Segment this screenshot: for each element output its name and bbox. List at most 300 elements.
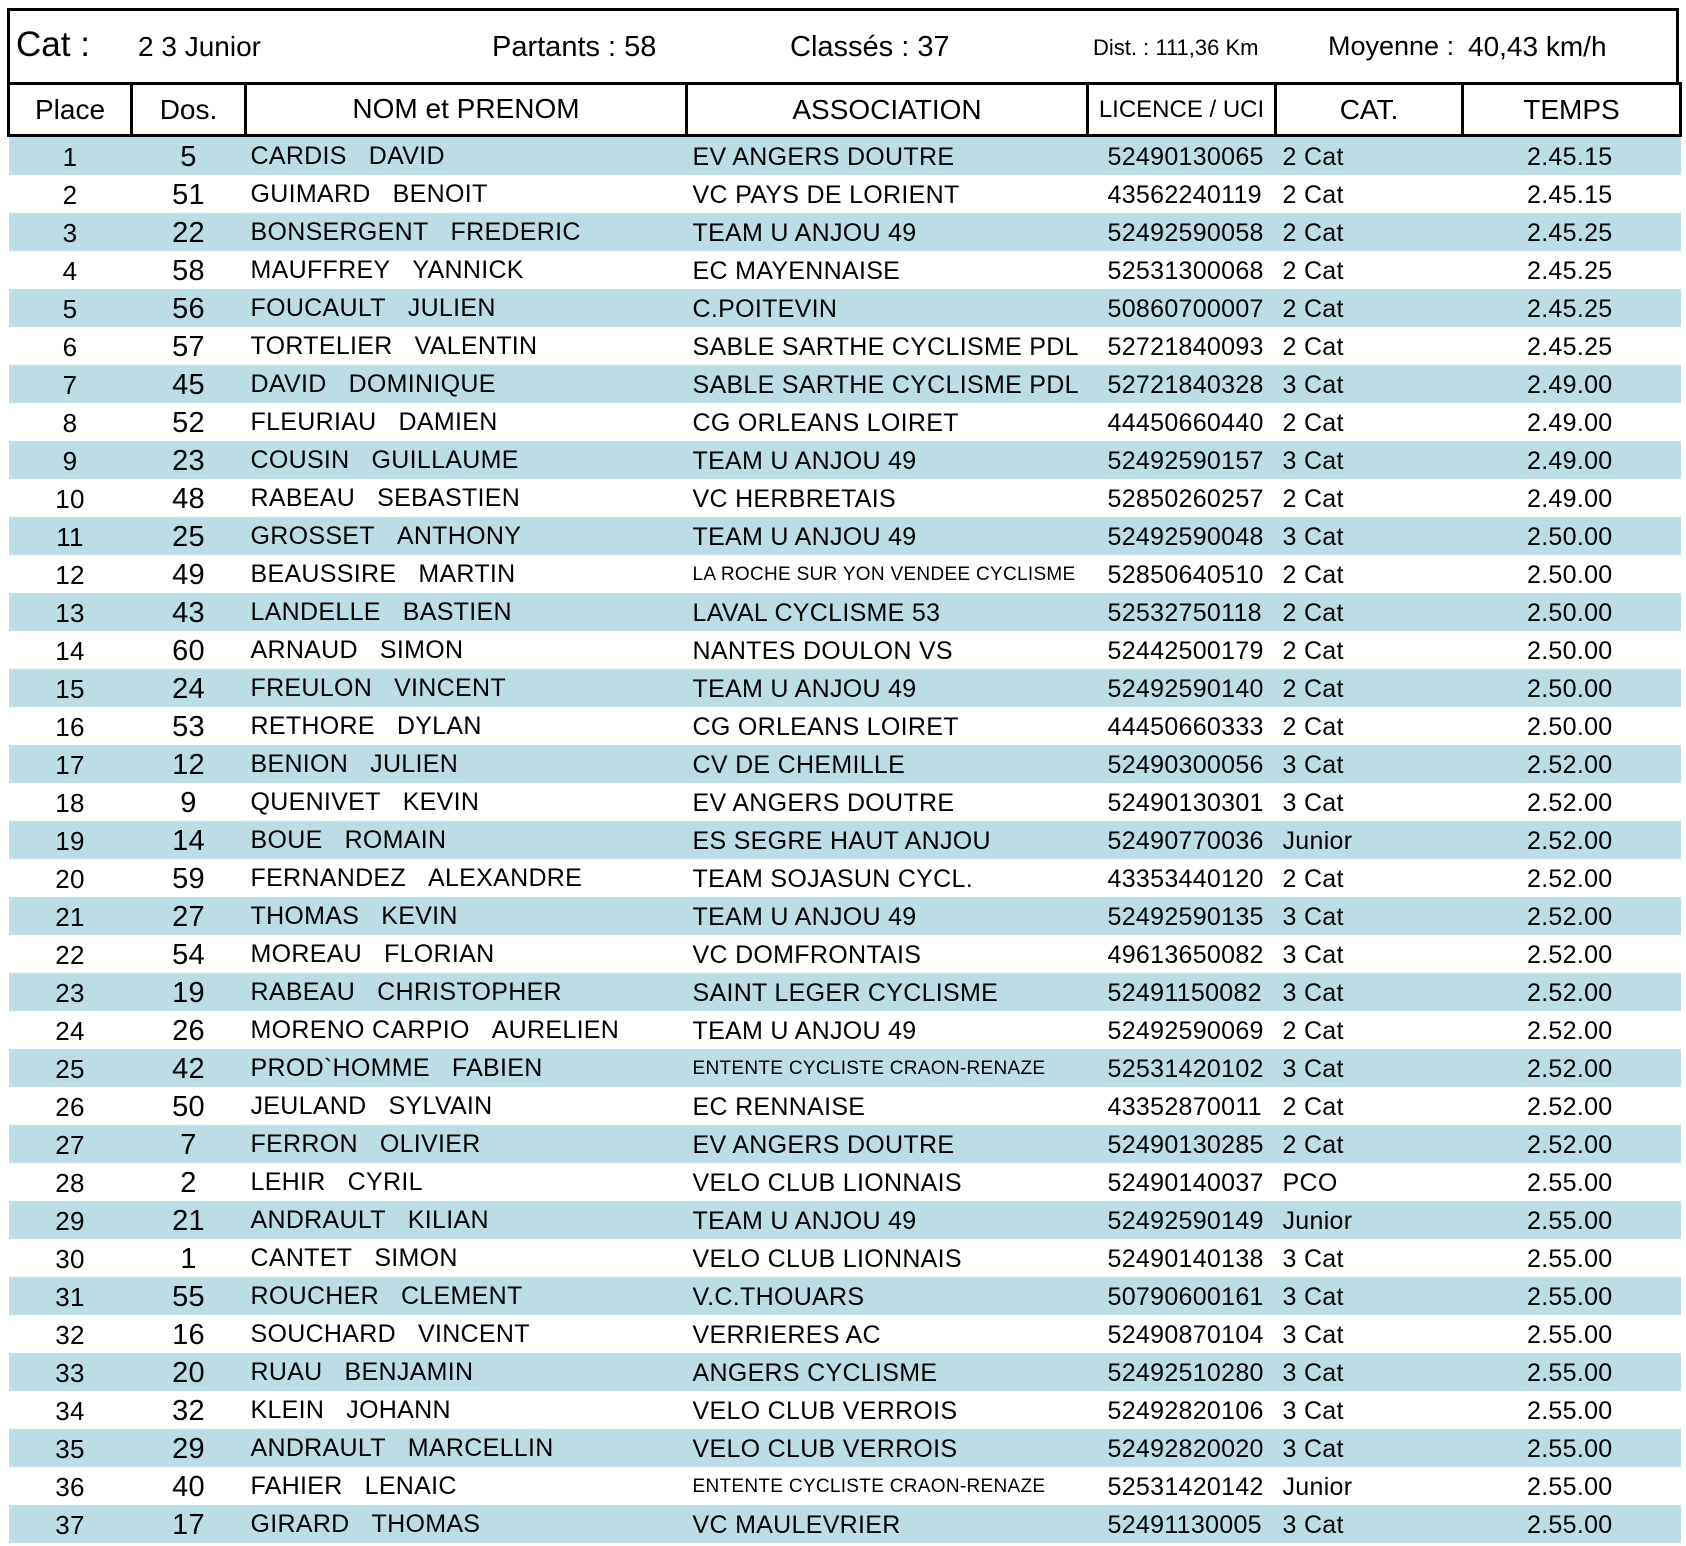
licence-cell: 52531420142 [1088, 1467, 1276, 1505]
average-speed-value: 40,43 km/h [1468, 31, 1607, 62]
finish-time-cell: 2.55.00 [1463, 1239, 1681, 1277]
table-row [9, 1353, 1681, 1391]
rider-last-name: MOREAU [250, 940, 363, 968]
place-cell: 6 [9, 327, 132, 365]
finish-time-cell: 2.50.00 [1463, 555, 1681, 593]
rider-name-cell [246, 935, 687, 973]
finish-time-cell: 2.55.00 [1463, 1391, 1681, 1429]
bib-number-cell: 24 [132, 669, 246, 707]
place-cell: 1 [9, 136, 132, 176]
rider-first-name: VALENTIN [414, 332, 538, 360]
rider-first-name: DAMIEN [398, 408, 498, 436]
category-cell: 3 Cat [1276, 973, 1463, 1011]
table-row [9, 1277, 1681, 1315]
rider-first-name: BENJAMIN [344, 1358, 474, 1386]
rider-first-name: CHRISTOPHER [377, 978, 562, 1006]
bib-number-cell: 54 [132, 935, 246, 973]
finish-time-cell: 2.45.25 [1463, 251, 1681, 289]
association-cell: CG ORLEANS LOIRET [687, 707, 1088, 745]
rider-last-name: THOMAS [250, 902, 360, 930]
category-cell: 3 Cat [1276, 1049, 1463, 1087]
rider-last-name: TORTELIER [250, 332, 393, 360]
rider-last-name: MAUFFREY [250, 256, 391, 284]
category-cell: 2 Cat [1276, 136, 1463, 176]
rider-first-name: BASTIEN [402, 598, 512, 626]
rider-first-name: FLORIAN [384, 940, 495, 968]
finish-time-cell: 2.55.00 [1463, 1201, 1681, 1239]
rider-name-cell [246, 1353, 687, 1391]
table-row [9, 403, 1681, 441]
category-cell: PCO [1276, 1163, 1463, 1201]
rider-name-cell [246, 1087, 687, 1125]
bib-number-cell: 58 [132, 251, 246, 289]
rider-name-cell [246, 897, 687, 935]
rider-name-cell [246, 175, 687, 213]
category-cell: 2 Cat [1276, 1125, 1463, 1163]
association-cell: NANTES DOULON VS [687, 631, 1088, 669]
association-cell: CV DE CHEMILLE [687, 745, 1088, 783]
finish-time-cell: 2.49.00 [1463, 365, 1681, 403]
bib-number-cell: 52 [132, 403, 246, 441]
rider-first-name: SIMON [374, 1244, 458, 1272]
place-cell: 7 [9, 365, 132, 403]
association-cell: EC RENNAISE [687, 1087, 1088, 1125]
association-cell: VELO CLUB LIONNAIS [687, 1239, 1088, 1277]
place-cell: 2 [9, 175, 132, 213]
category-cell: 3 Cat [1276, 745, 1463, 783]
finish-time-cell: 2.45.25 [1463, 289, 1681, 327]
rider-last-name: MORENO CARPIO [250, 1016, 470, 1044]
classified-count: Classés : 37 [790, 31, 950, 63]
rider-first-name: GUILLAUME [371, 446, 519, 474]
rider-first-name: OLIVIER [379, 1130, 481, 1158]
category-value: 2 3 Junior [138, 31, 261, 62]
licence-cell: 44450660440 [1088, 403, 1276, 441]
rider-first-name: DOMINIQUE [348, 370, 496, 398]
rider-name-cell [246, 1467, 687, 1505]
table-row [9, 365, 1681, 403]
bib-number-cell: 43 [132, 593, 246, 631]
licence-cell: 52492820020 [1088, 1429, 1276, 1467]
rider-name-cell [246, 517, 687, 555]
licence-cell: 52490130301 [1088, 783, 1276, 821]
category-cell: 3 Cat [1276, 1315, 1463, 1353]
category-label: Cat : [16, 25, 90, 64]
place-cell: 31 [9, 1277, 132, 1315]
table-row [9, 1163, 1681, 1201]
rider-last-name: QUENIVET [250, 788, 381, 816]
place-cell: 11 [9, 517, 132, 555]
bib-number-cell: 48 [132, 479, 246, 517]
association-cell: VERRIERES AC [687, 1315, 1088, 1353]
rider-first-name: MARCELLIN [407, 1434, 554, 1462]
table-row [9, 669, 1681, 707]
rider-last-name: GUIMARD [250, 180, 371, 208]
bib-number-cell: 1 [132, 1239, 246, 1277]
licence-cell: 52491150082 [1088, 973, 1276, 1011]
place-cell: 19 [9, 821, 132, 859]
place-cell: 18 [9, 783, 132, 821]
rider-name-cell [246, 365, 687, 403]
licence-cell: 52531420102 [1088, 1049, 1276, 1087]
table-row [9, 1505, 1681, 1543]
rider-name-cell [246, 1049, 687, 1087]
rider-name-cell [246, 1011, 687, 1049]
place-cell: 33 [9, 1353, 132, 1391]
table-row [9, 1315, 1681, 1353]
rider-last-name: GROSSET [250, 522, 375, 550]
licence-cell: 52490140037 [1088, 1163, 1276, 1201]
place-cell: 5 [9, 289, 132, 327]
association-cell: TEAM U ANJOU 49 [687, 897, 1088, 935]
rider-name-cell [246, 213, 687, 251]
licence-cell: 43562240119 [1088, 175, 1276, 213]
category-cell: Junior [1276, 821, 1463, 859]
race-distance: Dist. : 111,36 Km [1093, 35, 1259, 60]
bib-number-cell: 22 [132, 213, 246, 251]
rider-name-cell [246, 1429, 687, 1467]
rider-first-name: SYLVAIN [388, 1092, 493, 1120]
licence-cell: 49613650082 [1088, 935, 1276, 973]
rider-name-cell [246, 1201, 687, 1239]
category-cell: 3 Cat [1276, 1239, 1463, 1277]
licence-cell: 43353440120 [1088, 859, 1276, 897]
table-row [9, 1467, 1681, 1505]
category-cell: 2 Cat [1276, 631, 1463, 669]
rider-last-name: DAVID [250, 370, 327, 398]
rider-name-cell [246, 251, 687, 289]
rider-last-name: ARNAUD [250, 636, 358, 664]
rider-name-cell [246, 136, 687, 176]
association-cell: ENTENTE CYCLISTE CRAON-RENAZE [687, 1467, 1088, 1505]
place-cell: 14 [9, 631, 132, 669]
bib-number-cell: 57 [132, 327, 246, 365]
column-header-name: NOM et PRENOM [246, 84, 687, 136]
category-cell: 3 Cat [1276, 441, 1463, 479]
table-row [9, 897, 1681, 935]
table-row [9, 479, 1681, 517]
bib-number-cell: 26 [132, 1011, 246, 1049]
rider-last-name: PROD`HOMME [250, 1054, 430, 1082]
category-cell: 2 Cat [1276, 479, 1463, 517]
category-cell: 3 Cat [1276, 897, 1463, 935]
rider-name-cell [246, 783, 687, 821]
rider-last-name: RETHORE [250, 712, 375, 740]
rider-first-name: BENOIT [392, 180, 488, 208]
association-cell: ES SEGRE HAUT ANJOU [687, 821, 1088, 859]
column-header-time: TEMPS [1463, 84, 1681, 136]
place-cell: 32 [9, 1315, 132, 1353]
table-row [9, 1087, 1681, 1125]
finish-time-cell: 2.52.00 [1463, 821, 1681, 859]
licence-cell: 52492510280 [1088, 1353, 1276, 1391]
table-row [9, 327, 1681, 365]
table-row [9, 175, 1681, 213]
category-cell: 3 Cat [1276, 935, 1463, 973]
rider-name-cell [246, 441, 687, 479]
table-row [9, 1011, 1681, 1049]
licence-cell: 52490140138 [1088, 1239, 1276, 1277]
rider-last-name: FLEURIAU [250, 408, 377, 436]
bib-number-cell: 7 [132, 1125, 246, 1163]
place-cell: 12 [9, 555, 132, 593]
bib-number-cell: 2 [132, 1163, 246, 1201]
average-speed-label: Moyenne : [1328, 31, 1455, 61]
association-cell: ANGERS CYCLISME [687, 1353, 1088, 1391]
category-cell: Junior [1276, 1201, 1463, 1239]
table-row [9, 136, 1681, 176]
finish-time-cell: 2.55.00 [1463, 1353, 1681, 1391]
category-cell: 3 Cat [1276, 1391, 1463, 1429]
category-cell: 2 Cat [1276, 251, 1463, 289]
rider-last-name: ANDRAULT [250, 1206, 386, 1234]
association-cell: ENTENTE CYCLISTE CRAON-RENAZE [687, 1049, 1088, 1087]
table-row [9, 973, 1681, 1011]
rider-first-name: JOHANN [346, 1396, 451, 1424]
category-cell: 2 Cat [1276, 555, 1463, 593]
licence-cell: 52492590149 [1088, 1201, 1276, 1239]
rider-last-name: LANDELLE [250, 598, 381, 626]
place-cell: 20 [9, 859, 132, 897]
association-cell: V.C.THOUARS [687, 1277, 1088, 1315]
place-cell: 30 [9, 1239, 132, 1277]
association-cell: VC DOMFRONTAIS [687, 935, 1088, 973]
rider-first-name: CYRIL [347, 1168, 423, 1196]
licence-cell: 52491130005 [1088, 1505, 1276, 1543]
bib-number-cell: 23 [132, 441, 246, 479]
rider-name-cell [246, 821, 687, 859]
association-cell: VELO CLUB VERROIS [687, 1429, 1088, 1467]
bib-number-cell: 40 [132, 1467, 246, 1505]
place-cell: 23 [9, 973, 132, 1011]
rider-first-name: YANNICK [412, 256, 524, 284]
rider-first-name: DAVID [368, 142, 445, 170]
category-cell: 3 Cat [1276, 1429, 1463, 1467]
finish-time-cell: 2.52.00 [1463, 859, 1681, 897]
category-cell: 3 Cat [1276, 1277, 1463, 1315]
table-row [9, 707, 1681, 745]
rider-first-name: AURELIEN [491, 1016, 620, 1044]
rider-name-cell [246, 593, 687, 631]
licence-cell: 52850260257 [1088, 479, 1276, 517]
licence-cell: 52490130285 [1088, 1125, 1276, 1163]
table-row [9, 517, 1681, 555]
category-cell: 3 Cat [1276, 1505, 1463, 1543]
results-table [7, 82, 1682, 1543]
table-row [9, 1239, 1681, 1277]
table-row [9, 859, 1681, 897]
place-cell: 17 [9, 745, 132, 783]
results-table-header [9, 84, 1681, 136]
place-cell: 28 [9, 1163, 132, 1201]
finish-time-cell: 2.52.00 [1463, 973, 1681, 1011]
table-row [9, 555, 1681, 593]
category-cell: 2 Cat [1276, 707, 1463, 745]
association-cell: SAINT LEGER CYCLISME [687, 973, 1088, 1011]
place-cell: 16 [9, 707, 132, 745]
rider-first-name: KEVIN [381, 902, 458, 930]
rider-last-name: RUAU [250, 1358, 323, 1386]
place-cell: 29 [9, 1201, 132, 1239]
association-cell: VC MAULEVRIER [687, 1505, 1088, 1543]
bib-number-cell: 50 [132, 1087, 246, 1125]
results-table-body [9, 136, 1681, 1544]
rider-last-name: BOUE [250, 826, 323, 854]
rider-last-name: FREULON [250, 674, 373, 702]
table-row [9, 1391, 1681, 1429]
category-cell: Junior [1276, 1467, 1463, 1505]
table-row [9, 745, 1681, 783]
licence-cell: 52531300068 [1088, 251, 1276, 289]
rider-last-name: FAHIER [250, 1472, 343, 1500]
rider-last-name: FOUCAULT [250, 294, 386, 322]
finish-time-cell: 2.52.00 [1463, 1049, 1681, 1087]
rider-last-name: BEAUSSIRE [250, 560, 397, 588]
licence-cell: 52492590048 [1088, 517, 1276, 555]
licence-cell: 43352870011 [1088, 1087, 1276, 1125]
bib-number-cell: 21 [132, 1201, 246, 1239]
place-cell: 22 [9, 935, 132, 973]
association-cell: VC HERBRETAIS [687, 479, 1088, 517]
rider-first-name: THOMAS [371, 1510, 481, 1538]
place-cell: 24 [9, 1011, 132, 1049]
category-cell: 2 Cat [1276, 175, 1463, 213]
rider-last-name: RABEAU [250, 484, 356, 512]
rider-last-name: CARDIS [250, 142, 347, 170]
finish-time-cell: 2.50.00 [1463, 517, 1681, 555]
rider-name-cell [246, 1315, 687, 1353]
finish-time-cell: 2.50.00 [1463, 669, 1681, 707]
bib-number-cell: 12 [132, 745, 246, 783]
licence-cell: 52490130065 [1088, 136, 1276, 176]
rider-first-name: VINCENT [394, 674, 506, 702]
rider-name-cell [246, 403, 687, 441]
association-cell: VC PAYS DE LORIENT [687, 175, 1088, 213]
licence-cell: 52442500179 [1088, 631, 1276, 669]
rider-last-name: BONSERGENT [250, 218, 429, 246]
association-cell: TEAM U ANJOU 49 [687, 441, 1088, 479]
rider-name-cell [246, 1239, 687, 1277]
column-header-licence: LICENCE / UCI [1088, 84, 1276, 136]
table-row [9, 935, 1681, 973]
finish-time-cell: 2.49.00 [1463, 479, 1681, 517]
place-cell: 9 [9, 441, 132, 479]
category-cell: 2 Cat [1276, 403, 1463, 441]
place-cell: 36 [9, 1467, 132, 1505]
licence-cell: 52492590069 [1088, 1011, 1276, 1049]
rider-last-name: JEULAND [250, 1092, 367, 1120]
category-cell: 2 Cat [1276, 1011, 1463, 1049]
rider-first-name: ROMAIN [344, 826, 447, 854]
association-cell: VELO CLUB VERROIS [687, 1391, 1088, 1429]
table-row [9, 1201, 1681, 1239]
rider-first-name: ALEXANDRE [427, 864, 583, 892]
table-row [9, 631, 1681, 669]
rider-first-name: JULIEN [370, 750, 459, 778]
bib-number-cell: 9 [132, 783, 246, 821]
rider-last-name: SOUCHARD [250, 1320, 396, 1348]
rider-last-name: RABEAU [250, 978, 356, 1006]
place-cell: 21 [9, 897, 132, 935]
rider-last-name: ROUCHER [250, 1282, 379, 1310]
rider-first-name: KEVIN [402, 788, 480, 816]
table-row [9, 1049, 1681, 1087]
table-row [9, 213, 1681, 251]
place-cell: 13 [9, 593, 132, 631]
place-cell: 3 [9, 213, 132, 251]
rider-first-name: ANTHONY [396, 522, 522, 550]
place-cell: 25 [9, 1049, 132, 1087]
rider-first-name: VINCENT [417, 1320, 530, 1348]
bib-number-cell: 56 [132, 289, 246, 327]
licence-cell: 52850640510 [1088, 555, 1276, 593]
rider-first-name: SIMON [379, 636, 464, 664]
bib-number-cell: 14 [132, 821, 246, 859]
rider-first-name: LENAIC [364, 1472, 457, 1500]
association-cell: SABLE SARTHE CYCLISME PDL [687, 327, 1088, 365]
rider-name-cell [246, 669, 687, 707]
association-cell: TEAM U ANJOU 49 [687, 213, 1088, 251]
finish-time-cell: 2.52.00 [1463, 1011, 1681, 1049]
association-cell: LAVAL CYCLISME 53 [687, 593, 1088, 631]
category-cell: 2 Cat [1276, 1087, 1463, 1125]
rider-first-name: SEBASTIEN [377, 484, 521, 512]
finish-time-cell: 2.55.00 [1463, 1429, 1681, 1467]
place-cell: 27 [9, 1125, 132, 1163]
rider-last-name: ANDRAULT [250, 1434, 386, 1462]
rider-name-cell [246, 973, 687, 1011]
licence-cell: 52721840328 [1088, 365, 1276, 403]
licence-cell: 52492590140 [1088, 669, 1276, 707]
association-cell: LA ROCHE SUR YON VENDEE CYCLISME [687, 555, 1088, 593]
bib-number-cell: 55 [132, 1277, 246, 1315]
association-cell: EV ANGERS DOUTRE [687, 136, 1088, 176]
rider-name-cell [246, 859, 687, 897]
place-cell: 26 [9, 1087, 132, 1125]
rider-last-name: CANTET [250, 1244, 353, 1272]
licence-cell: 52532750118 [1088, 593, 1276, 631]
bib-number-cell: 32 [132, 1391, 246, 1429]
finish-time-cell: 2.52.00 [1463, 1125, 1681, 1163]
rider-first-name: FABIEN [451, 1054, 543, 1082]
finish-time-cell: 2.55.00 [1463, 1277, 1681, 1315]
rider-last-name: FERRON [250, 1130, 358, 1158]
rider-name-cell [246, 631, 687, 669]
place-cell: 37 [9, 1505, 132, 1543]
rider-last-name: GIRARD [250, 1510, 350, 1538]
licence-cell: 52490870104 [1088, 1315, 1276, 1353]
rider-name-cell [246, 555, 687, 593]
bib-number-cell: 59 [132, 859, 246, 897]
category-cell: 2 Cat [1276, 593, 1463, 631]
association-cell: SABLE SARTHE CYCLISME PDL [687, 365, 1088, 403]
licence-cell: 50790600161 [1088, 1277, 1276, 1315]
finish-time-cell: 2.50.00 [1463, 631, 1681, 669]
category-cell: 2 Cat [1276, 327, 1463, 365]
category-cell: 3 Cat [1276, 517, 1463, 555]
rider-name-cell [246, 327, 687, 365]
bib-number-cell: 20 [132, 1353, 246, 1391]
finish-time-cell: 2.50.00 [1463, 707, 1681, 745]
rider-name-cell [246, 745, 687, 783]
finish-time-cell: 2.49.00 [1463, 441, 1681, 479]
finish-time-cell: 2.55.00 [1463, 1505, 1681, 1543]
column-header-dos: Dos. [132, 84, 246, 136]
place-cell: 4 [9, 251, 132, 289]
table-row [9, 289, 1681, 327]
association-cell: EC MAYENNAISE [687, 251, 1088, 289]
table-row [9, 593, 1681, 631]
